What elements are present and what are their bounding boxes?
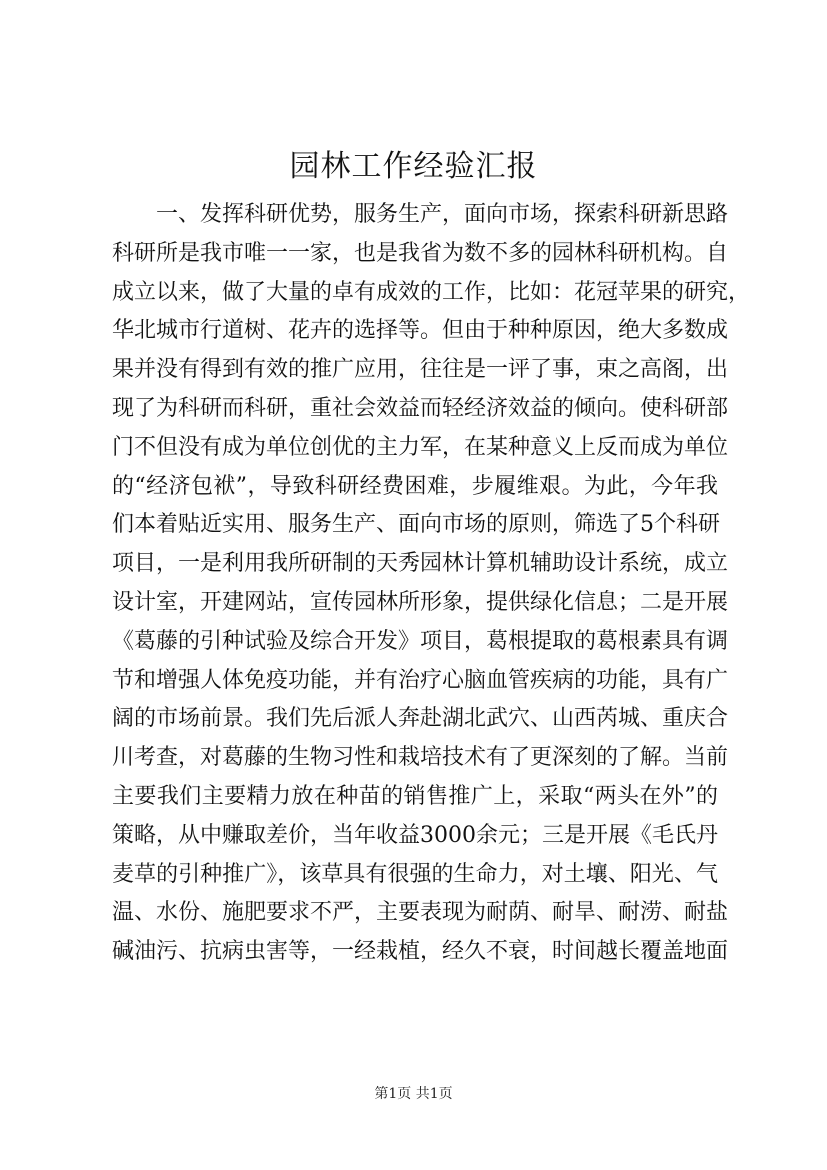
body-line: 设计室，开建网站，宣传园林所形象，提供绿化信息；二是开展	[112, 589, 729, 615]
page-number-footer: 第1页 共1页	[374, 1086, 453, 1102]
body-line: 节和增强人体免疫功能，并有治疗心脑血管疾病的功能，具有广	[112, 667, 729, 693]
body-line: 的“经济包袱”，导致科研经费困难，步履维艰。为此，今年我	[112, 473, 718, 499]
body-line: 麦草的引种推广》，该草具有很强的生命力，对土壤、阳光、气	[112, 861, 718, 887]
body-line: 策略，从中赚取差价，当年收益3000余元；三是开展《毛氏丹	[112, 822, 718, 848]
body-line: 果并没有得到有效的推广应用，往往是一评了事，束之高阁，出	[112, 357, 729, 383]
body-line: 门不但没有成为单位创优的主力军，在某种意义上反而成为单位	[112, 434, 729, 460]
body-line: 项目，一是利用我所研制的天秀园林计算机辅助设计系统，成立	[112, 551, 729, 577]
body-line: 碱油污、抗病虫害等，一经栽植，经久不衰，时间越长覆盖地面	[112, 939, 729, 965]
body-line: 们本着贴近实用、服务生产、面向市场的原则，筛选了5个科研	[112, 512, 720, 538]
body-line: 阔的市场前景。我们先后派人奔赴湖北武穴、山西芮城、重庆合	[112, 706, 729, 732]
body-line: 科研所是我市唯一一家，也是我省为数不多的园林科研机构。自	[112, 240, 729, 266]
body-line: 成立以来，做了大量的卓有成效的工作，比如：花冠苹果的研究，	[112, 279, 751, 305]
body-line: 华北城市行道树、花卉的选择等。但由于种种原因，绝大多数成	[112, 318, 729, 344]
body-line: 一、发挥科研优势，服务生产，面向市场，探索科研新思路	[156, 202, 729, 227]
document-body	[112, 196, 751, 972]
body-line: 现了为科研而科研，重社会效益而轻经济效益的倾向。使科研部	[112, 395, 729, 421]
body-line: 温、水份、施肥要求不严，主要表现为耐荫、耐旱、耐涝、耐盐	[112, 900, 729, 926]
body-line: 《葛藤的引种试验及综合开发》项目，葛根提取的葛根素具有调	[112, 628, 729, 654]
body-line: 川考查，对葛藤的生物习性和栽培技术有了更深刻的了解。当前	[112, 745, 729, 771]
document-title: 园林工作经验汇报	[289, 149, 538, 184]
body-line: 主要我们主要精力放在种苗的销售推广上，采取“两头在外”的	[112, 783, 718, 809]
